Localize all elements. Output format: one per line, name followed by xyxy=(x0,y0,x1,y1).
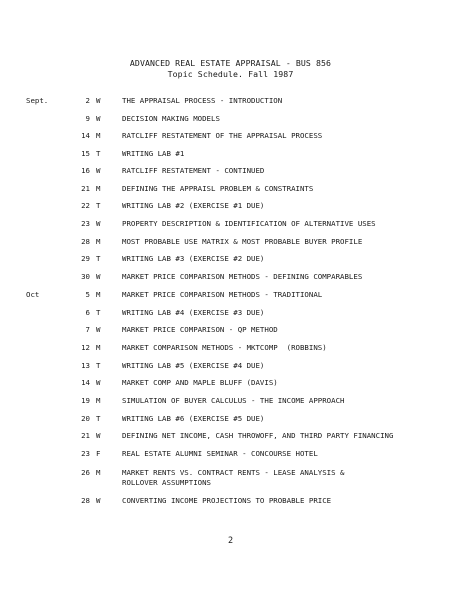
schedule-weekday: W xyxy=(96,431,101,440)
schedule-weekday: W xyxy=(96,114,101,123)
schedule-day: 29 xyxy=(81,254,90,263)
document-subtitle: Topic Schedule. Fall 1987 xyxy=(167,69,294,79)
schedule-weekday: T xyxy=(96,201,101,210)
schedule-weekday: T xyxy=(96,414,101,423)
schedule-topic: MARKET PRICE COMPARISON - QP METHOD xyxy=(122,325,278,334)
schedule-topic: MARKET PRICE COMPARISON METHODS - DEFINING COMPARABLES xyxy=(122,272,363,281)
schedule-topic: PROPERTY DESCRIPTION & IDENTIFICATION OF ALTERNATIVE USES xyxy=(122,219,376,228)
schedule-topic: MOST PROBABLE USE MATRIX & MOST PROBABLE BUYER PROFILE xyxy=(122,237,363,246)
schedule-weekday: T xyxy=(96,254,101,263)
schedule-weekday: M xyxy=(96,131,101,140)
schedule-day: 15 xyxy=(81,149,90,158)
schedule-topic: WRITING LAB #4 (EXERCISE #3 DUE) xyxy=(122,308,265,317)
schedule-topic: WRITING LAB #1 xyxy=(122,149,185,158)
schedule-topic: DEFINING THE APPRAISL PROBLEM & CONSTRAINTS xyxy=(122,184,314,193)
schedule-day: 7 xyxy=(85,325,90,334)
schedule-topic: REAL ESTATE ALUMNI SEMINAR - CONCOURSE HOTEL xyxy=(122,449,318,458)
schedule-topic: RATCLIFF RESTATEMENT OF THE APPRAISAL PROCESS xyxy=(122,131,323,140)
schedule-weekday: M xyxy=(96,184,101,193)
schedule-weekday: M xyxy=(96,396,101,405)
schedule-weekday: W xyxy=(96,219,101,228)
schedule-weekday: M xyxy=(96,290,101,299)
schedule-weekday: M xyxy=(96,237,101,246)
schedule-weekday: T xyxy=(96,361,101,370)
schedule-topic: MARKET COMPARISON METHODS - MKTCOMP (ROBBINS) xyxy=(122,343,327,352)
schedule-topic: WRITING LAB #6 (EXERCISE #5 DUE) xyxy=(122,414,265,423)
schedule-month: Oct xyxy=(26,290,40,299)
schedule-day: 23 xyxy=(81,449,90,458)
schedule-day: 23 xyxy=(81,219,90,228)
schedule-weekday: W xyxy=(96,378,101,387)
schedule-weekday: T xyxy=(96,149,101,158)
schedule-weekday: F xyxy=(96,449,101,458)
schedule-weekday: M xyxy=(96,343,101,352)
document-title: ADVANCED REAL ESTATE APPRAISAL - BUS 856 xyxy=(129,58,332,68)
schedule-topic: MARKET PRICE COMPARISON METHODS - TRADITIONAL xyxy=(122,290,323,299)
schedule-day: 21 xyxy=(81,184,90,193)
schedule-day: 12 xyxy=(81,343,90,352)
schedule-topic: WRITING LAB #3 (EXERCISE #2 DUE) xyxy=(122,254,265,263)
schedule-day: 20 xyxy=(81,414,90,423)
schedule-day: 13 xyxy=(81,361,90,370)
schedule-day: 14 xyxy=(81,378,90,387)
schedule-day: 22 xyxy=(81,201,90,210)
schedule-topic: WRITING LAB #5 (EXERCISE #4 DUE) xyxy=(122,361,265,370)
schedule-month: Sept. xyxy=(26,96,49,105)
schedule-weekday: W xyxy=(96,272,101,281)
schedule-day: 26 xyxy=(81,468,90,477)
page-number: 2 xyxy=(227,536,234,546)
schedule-topic: WRITING LAB #2 (EXERCISE #1 DUE) xyxy=(122,201,265,210)
schedule-weekday: T xyxy=(96,308,101,317)
schedule-weekday: W xyxy=(96,325,101,334)
schedule-day: 30 xyxy=(81,272,90,281)
schedule-day: 16 xyxy=(81,166,90,175)
schedule-topic: DEFINING NET INCOME, CASH THROWOFF, AND THIRD PARTY FINANCING xyxy=(122,431,394,440)
schedule-weekday: W xyxy=(96,496,101,505)
schedule-topic: DECISION MAKING MODELS xyxy=(122,114,220,123)
schedule-day: 5 xyxy=(85,290,90,299)
schedule-weekday: W xyxy=(96,96,101,105)
schedule-topic: THE APPRAISAL PROCESS - INTRODUCTION xyxy=(122,96,283,105)
document-header xyxy=(0,58,461,80)
schedule-day: 9 xyxy=(85,114,90,123)
schedule-day: 21 xyxy=(81,431,90,440)
schedule-weekday: M xyxy=(96,468,101,477)
schedule-day: 6 xyxy=(85,308,90,317)
schedule-topic: CONVERTING INCOME PROJECTIONS TO PROBABLE PRICE xyxy=(122,496,332,505)
schedule-weekday: W xyxy=(96,166,101,175)
schedule-day: 2 xyxy=(85,96,90,105)
schedule-topic: SIMULATION OF BUYER CALCULUS - THE INCOME APPROACH xyxy=(122,396,345,405)
schedule-day: 28 xyxy=(81,237,90,246)
schedule-day: 14 xyxy=(81,131,90,140)
schedule-day: 28 xyxy=(81,496,90,505)
schedule-day: 19 xyxy=(81,396,90,405)
schedule-topic: MARKET COMP AND MAPLE BLUFF (DAVIS) xyxy=(122,378,278,387)
schedule-topic: RATCLIFF RESTATEMENT - CONTINUED xyxy=(122,166,265,175)
schedule-topic: MARKET RENTS VS. CONTRACT RENTS - LEASE ANALYSIS & ROLLOVER ASSUMPTIONS xyxy=(122,468,345,487)
